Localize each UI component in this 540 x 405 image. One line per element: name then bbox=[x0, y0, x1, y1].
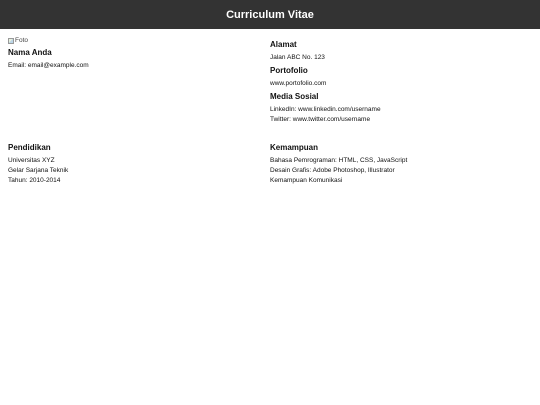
skills-item: Bahasa Pemrograman: HTML, CSS, JavaScript bbox=[270, 157, 408, 164]
social-twitter: Twitter: www.twitter.com/username bbox=[270, 116, 371, 123]
photo-alt-text: Foto bbox=[15, 37, 29, 44]
broken-image-icon bbox=[8, 38, 14, 44]
profile-email: Email: email@example.com bbox=[8, 62, 89, 69]
portfolio-value: www.portofolio.com bbox=[270, 80, 327, 87]
skills-section bbox=[270, 143, 407, 186]
education-item: Tahun: 2010-2014 bbox=[8, 177, 61, 184]
profile-name: Nama Anda bbox=[8, 48, 52, 57]
profile-section bbox=[8, 36, 89, 71]
skills-item: Desain Grafis: Adobe Photoshop, Illustrator bbox=[270, 167, 395, 174]
education-heading: Pendidikan bbox=[8, 143, 51, 152]
profile-photo bbox=[8, 36, 89, 45]
contact-section bbox=[270, 40, 381, 125]
education-item: Universitas XYZ bbox=[8, 157, 55, 164]
skills-heading: Kemampuan bbox=[270, 143, 319, 152]
cv-content bbox=[0, 29, 540, 405]
skills-item: Kemampuan Komunikasi bbox=[270, 177, 343, 184]
address-value: Jalan ABC No. 123 bbox=[270, 54, 325, 61]
social-linkedin: LinkedIn: www.linkedin.com/username bbox=[270, 106, 381, 113]
social-heading: Media Sosial bbox=[270, 92, 319, 101]
education-section bbox=[8, 143, 68, 186]
education-item: Gelar Sarjana Teknik bbox=[8, 167, 69, 174]
page-title: Curriculum Vitae bbox=[226, 8, 314, 21]
portfolio-heading: Portofolio bbox=[270, 66, 308, 75]
address-heading: Alamat bbox=[270, 40, 297, 49]
page-header bbox=[0, 0, 540, 29]
